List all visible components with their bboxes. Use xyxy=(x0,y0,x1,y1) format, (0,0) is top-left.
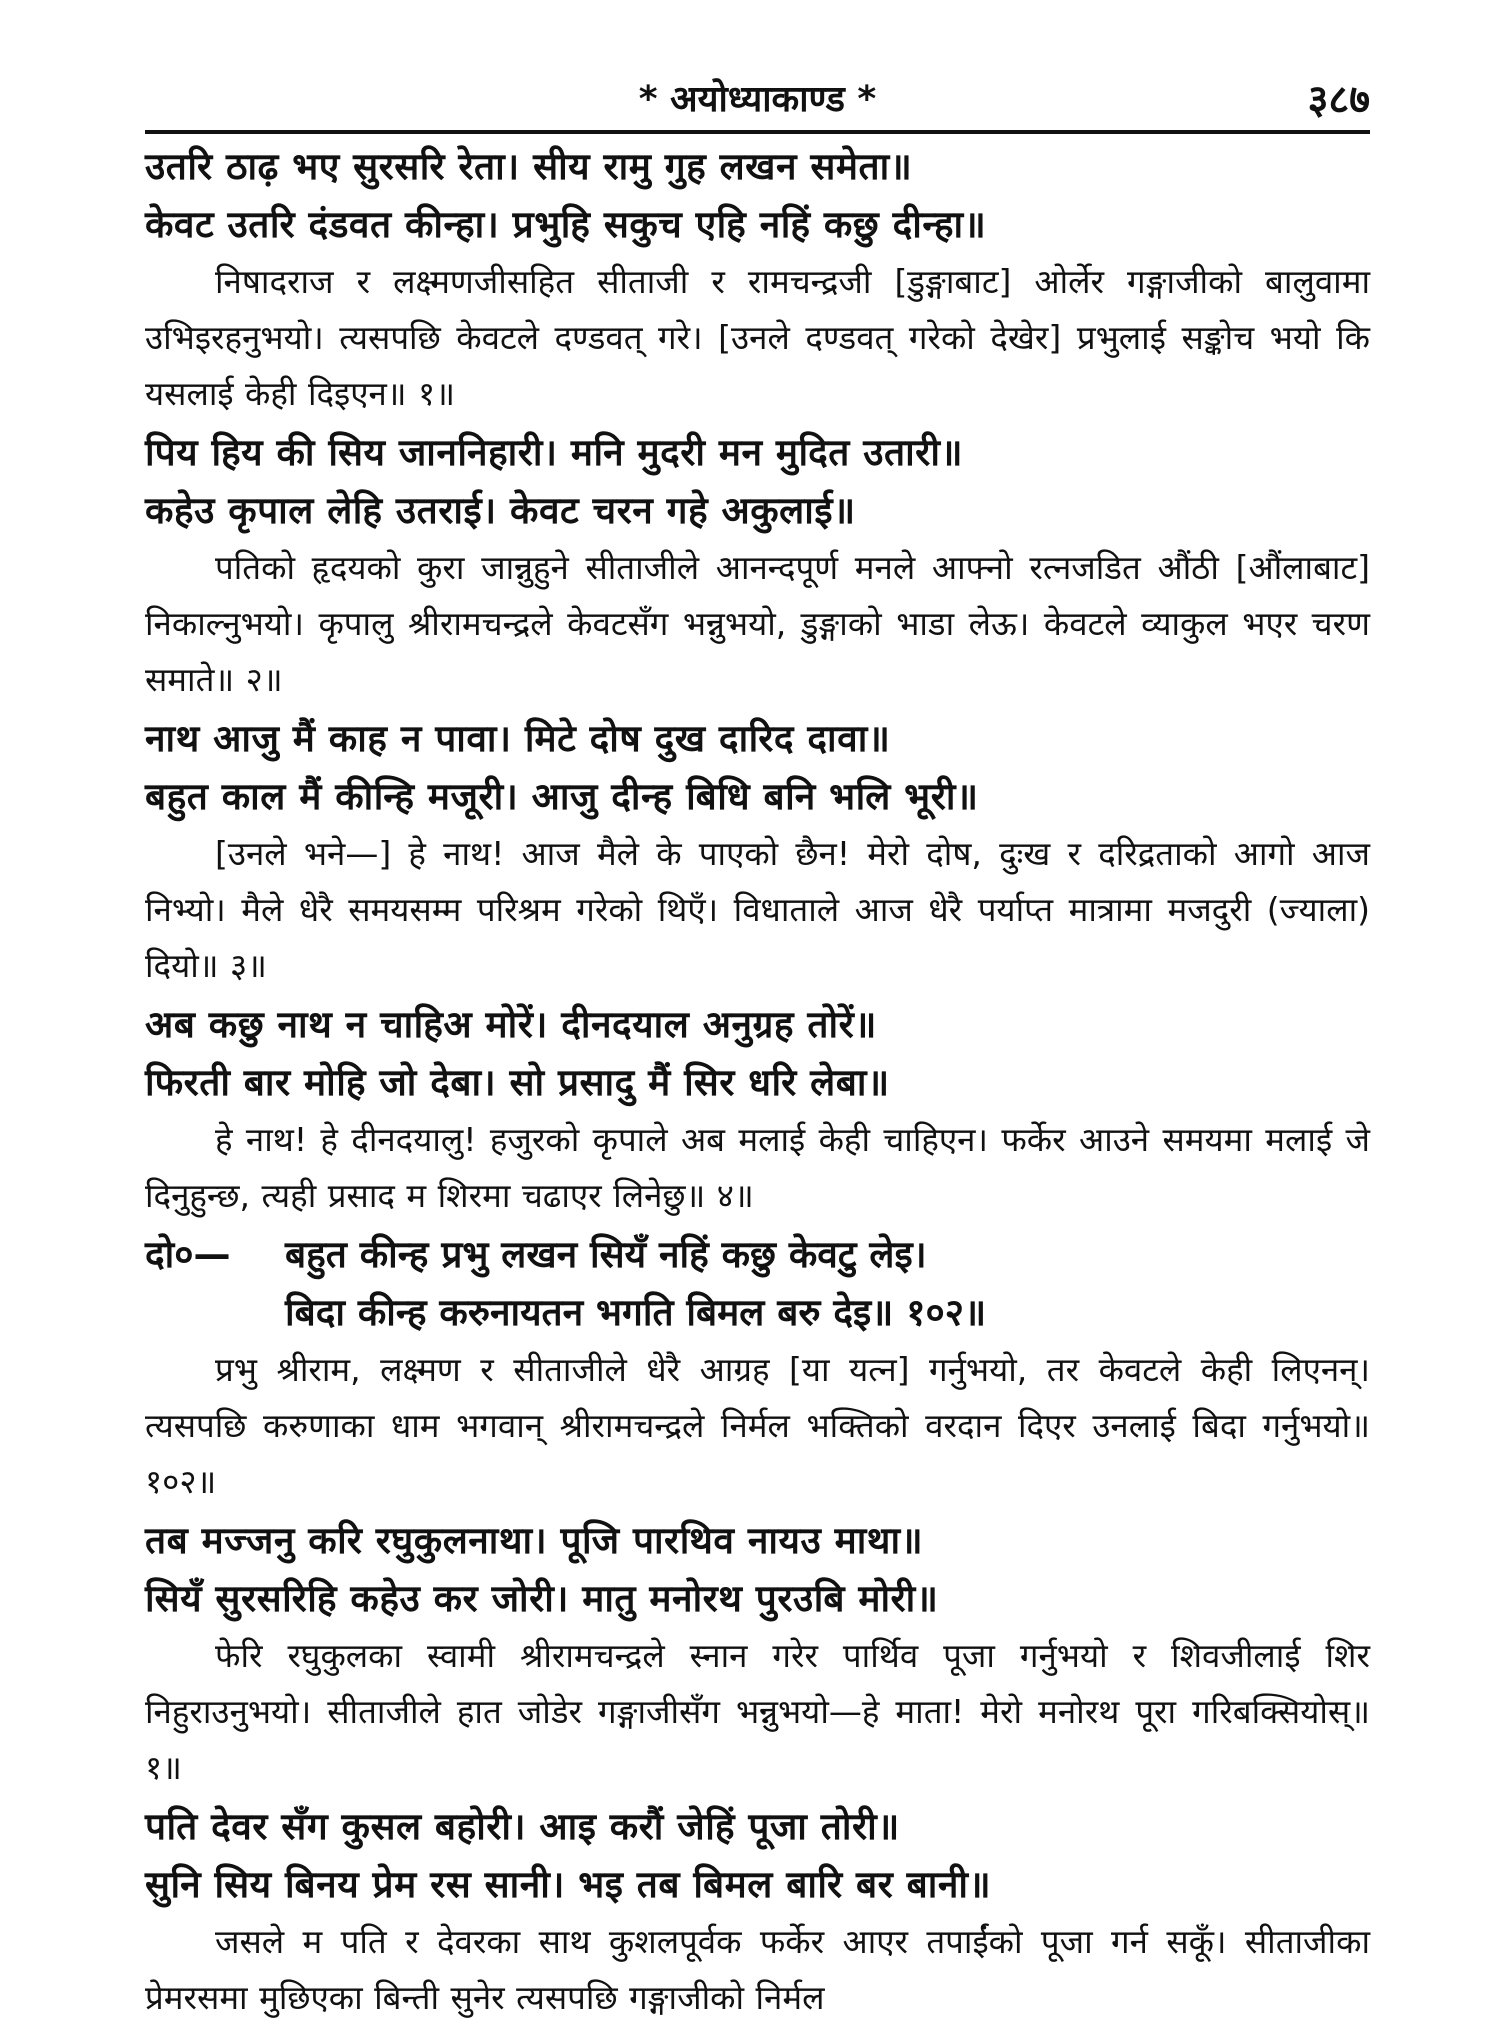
page-number: ३८७ xyxy=(1307,77,1370,123)
verse-text: केवट उतरि दंडवत कीन्हा। प्रभुहि सकुच एहि नहिं कछु दीन्हा॥ xyxy=(145,203,987,246)
verse-text: पति देवर सँग कुसल बहोरी। आइ करौं जेहिं पूजा तोरी॥ xyxy=(145,1805,900,1848)
translation-paragraph: प्रभु श्रीराम, लक्ष्मण र सीताजीले धेरै आग्रह [या यत्न] गर्नुभयो, तर केवटले केही लिएनन्। त्यसपछि करुणाका धाम भगवान् श्रीरामचन्द्रले निर्मल भक्तिको वरदान दिएर उनलाई बिदा गर्नुभयो॥ १०२॥ xyxy=(145,1350,1370,1501)
translation-paragraph: हे नाथ! हे दीनदयालु! हजुरको कृपाले अब मलाई केही चाहिएन। फर्केर आउने समयमा मलाई जे दिनुहुन्छ, त्यही प्रसाद म शिरमा चढाएर लिनेछु॥ ४॥ xyxy=(145,1120,1370,1215)
page-content xyxy=(145,138,1370,2028)
chaupai-block xyxy=(145,710,1370,994)
verse-line xyxy=(145,710,1370,768)
verse-text: कहेउ कृपाल लेहि उतराई। केवट चरन गहे अकुलाई॥ xyxy=(145,489,856,532)
doha-block xyxy=(145,1226,1370,1342)
chaupai-block xyxy=(145,138,1370,422)
doha-text: बहुत कीन्ह प्रभु लखन सियँ नहिं कछु केवटु लेइ। xyxy=(285,1233,927,1276)
verse-text: सियँ सुरसरिहि कहेउ कर जोरी। मातु मनोरथ पुरउबि मोरी॥ xyxy=(145,1577,939,1620)
translation-paragraph: पतिको हृदयको कुरा जान्नुहुने सीताजीले आनन्दपूर्ण मनले आफ्नो रत्नजडित औंठी [औंलाबाट] निकाल्नुभयो। कृपालु श्रीरामचन्द्रले केवटसँग भन्नुभयो, डुङ्गाको भाडा लेऊ। केवटले व्याकुल भएर चरण समाते॥ २॥ xyxy=(145,548,1370,699)
verse-text: बहुत काल मैं कीन्हि मजूरी। आजु दीन्ह बिधि बनि भलि भूरी॥ xyxy=(145,775,979,818)
verse-line xyxy=(145,1054,1370,1112)
verse-text: फिरती बार मोहि जो देबा। सो प्रसादु मैं सिर धरि लेबा॥ xyxy=(145,1061,890,1104)
verse-line xyxy=(145,482,1370,540)
verse-text: तब मज्जनु करि रघुकुलनाथा। पूजि पारथिव नायउ माथा॥ xyxy=(145,1519,924,1562)
verse-line xyxy=(145,1856,1370,1914)
chaupai-block xyxy=(145,1512,1370,1796)
doha-line xyxy=(145,1284,1370,1342)
chaupai-block xyxy=(145,1798,1370,2026)
verse-line xyxy=(145,424,1370,482)
verse-line xyxy=(145,196,1370,254)
translation-paragraph: [उनले भने—] हे नाथ! आज मैले के पाएको छैन! मेरो दोष, दुःख र दरिद्रताको आगो आज निभ्यो। मैले धेरै समयसम्म परिश्रम गरेको थिएँ। विधाताले आज धेरै पर्याप्त मात्रामा मजदुरी (ज्याला) दियो॥ ३॥ xyxy=(145,834,1370,985)
chapter-title: * अयोध्याकाण्ड * xyxy=(638,79,877,120)
verse-line xyxy=(145,996,1370,1054)
verse-line xyxy=(145,1570,1370,1628)
translation-paragraph: जसले म पति र देवरका साथ कुशलपूर्वक फर्केर आएर तपाईंको पूजा गर्न सकूँ। सीताजीका प्रेमरसमा मुछिएका बिन्ती सुनेर त्यसपछि गङ्गाजीको निर्मल xyxy=(145,1922,1370,2017)
verse-line xyxy=(145,1512,1370,1570)
verse-text: अब कछु नाथ न चाहिअ मोरें। दीनदयाल अनुग्रह तोरें॥ xyxy=(145,1003,877,1046)
verse-text: पिय हिय की सिय जाननिहारी। मनि मुदरी मन मुदित उतारी॥ xyxy=(145,431,964,474)
translation-paragraph: निषादराज र लक्ष्मणजीसहित सीताजी र रामचन्द्रजी [डुङ्गाबाट] ओर्लेर गङ्गाजीको बालुवामा उभिइरहनुभयो। त्यसपछि केवटले दण्डवत् गरे। [उनले दण्डवत् गरेको देखेर] प्रभुलाई सङ्कोच भयो कि यसलाई केही दिइएन॥ १॥ xyxy=(145,262,1370,413)
doha-text: बिदा कीन्ह करुनायतन भगति बिमल बरु देइ॥ १०२॥ xyxy=(285,1291,987,1334)
verse-line xyxy=(145,138,1370,196)
chaupai-block xyxy=(145,424,1370,708)
header-rule xyxy=(145,130,1370,134)
chaupai-block xyxy=(145,996,1370,1224)
verse-line xyxy=(145,768,1370,826)
verse-text: नाथ आजु मैं काह न पावा। मिटे दोष दुख दारिद दावा॥ xyxy=(145,717,891,760)
translation-paragraph: फेरि रघुकुलका स्वामी श्रीरामचन्द्रले स्नान गरेर पार्थिव पूजा गर्नुभयो र शिवजीलाई शिर निहुराउनुभयो। सीताजीले हात जोडेर गङ्गाजीसँग भन्नुभयो—हे माता! मेरो मनोरथ पूरा गरिबक्सियोस्॥ १॥ xyxy=(145,1636,1370,1787)
doha-line xyxy=(145,1226,1370,1284)
verse-text: उतरि ठाढ़ भए सुरसरि रेता। सीय रामु गुह लखन समेता॥ xyxy=(145,145,913,188)
doha-label: दो०— xyxy=(145,1233,231,1276)
verse-text: सुनि सिय बिनय प्रेम रस सानी। भइ तब बिमल बारि बर बानी॥ xyxy=(145,1863,992,1906)
page-header xyxy=(145,72,1370,128)
verse-line xyxy=(145,1798,1370,1856)
